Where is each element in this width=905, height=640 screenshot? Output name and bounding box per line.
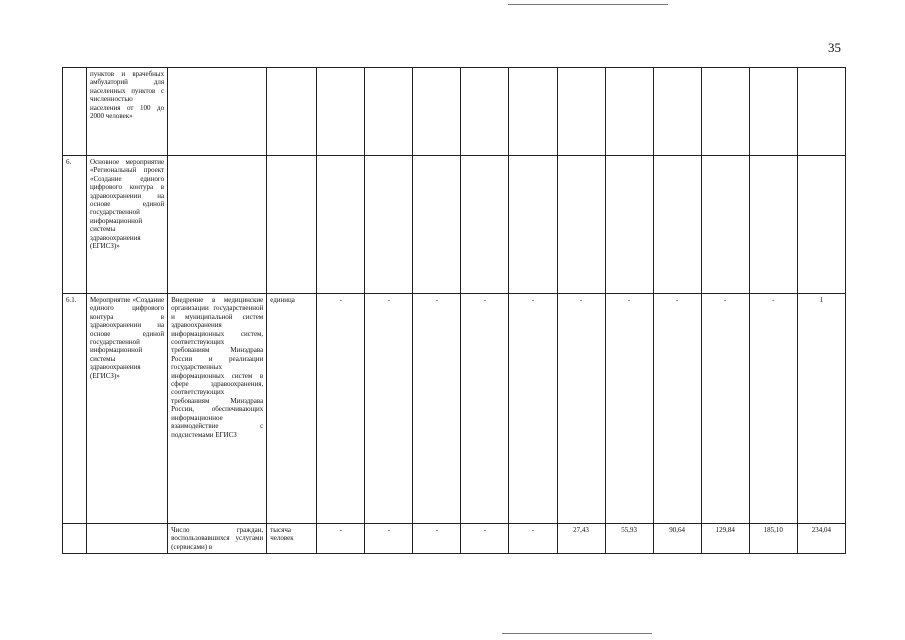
cell-value: -: [365, 524, 413, 554]
scan-artifact-top: [508, 4, 668, 5]
scan-artifact-bottom: [502, 633, 652, 634]
table-row: [63, 68, 846, 156]
cell-value: [461, 68, 509, 156]
cell-value: -: [413, 524, 461, 554]
cell-value: -: [461, 294, 509, 524]
cell-name: Основное мероприятие «Региональный проект «Создание единого цифрового контура в здравоохранении на основе единой государственной информационной системы здравоохранения (ЕГИСЗ)»: [87, 156, 168, 294]
cell-value: 27,43: [557, 524, 605, 554]
cell-value: -: [653, 294, 701, 524]
cell-value: -: [317, 524, 365, 554]
cell-value: -: [317, 294, 365, 524]
cell-unit: единица: [267, 294, 317, 524]
cell-value: [365, 68, 413, 156]
cell-value: [461, 156, 509, 294]
cell-unit: [267, 156, 317, 294]
cell-number: 6.: [63, 156, 87, 294]
cell-value: [749, 156, 797, 294]
cell-value: -: [365, 294, 413, 524]
cell-value: [749, 68, 797, 156]
cell-value: -: [413, 294, 461, 524]
cell-value: [797, 156, 845, 294]
cell-name: пунктов и врачебных амбулаторий для населенных пунктов с численностью населения от 100 до 2000 человек»: [87, 68, 168, 156]
cell-value: -: [701, 294, 749, 524]
cell-value: [557, 156, 605, 294]
cell-indicator: [168, 156, 267, 294]
cell-value: [365, 156, 413, 294]
cell-value: [653, 68, 701, 156]
cell-value: -: [749, 294, 797, 524]
cell-value: 234,04: [797, 524, 845, 554]
cell-value: [509, 156, 557, 294]
cell-value: [509, 68, 557, 156]
table-row: [63, 524, 846, 554]
cell-value: [557, 68, 605, 156]
cell-value: [413, 156, 461, 294]
cell-value: 1: [797, 294, 845, 524]
cell-number: [63, 524, 87, 554]
measures-table: [62, 67, 846, 554]
cell-name: Мероприятие «Создание единого цифрового контура в здравоохранении на основе единой государственной информационной системы здравоохранения (ЕГИСЗ)»: [87, 294, 168, 524]
cell-value: 55,93: [605, 524, 653, 554]
table-row: [63, 156, 846, 294]
cell-value: [317, 156, 365, 294]
cell-value: [653, 156, 701, 294]
page-number: 35: [828, 40, 841, 55]
cell-value: -: [605, 294, 653, 524]
cell-indicator: [168, 68, 267, 156]
cell-value: -: [557, 294, 605, 524]
cell-value: [413, 68, 461, 156]
table-row: [63, 294, 846, 524]
cell-value: 185,10: [749, 524, 797, 554]
cell-unit: [267, 68, 317, 156]
cell-indicator: Число граждан, воспользовавшихся услугами (сервисами) в: [168, 524, 267, 554]
cell-value: 90,64: [653, 524, 701, 554]
cell-value: [605, 156, 653, 294]
cell-value: [701, 156, 749, 294]
cell-number: [63, 68, 87, 156]
cell-name: [87, 524, 168, 554]
cell-number: 6.1.: [63, 294, 87, 524]
cell-value: [701, 68, 749, 156]
cell-value: 129,84: [701, 524, 749, 554]
cell-value: -: [509, 294, 557, 524]
cell-unit: тысяча человек: [267, 524, 317, 554]
cell-value: [317, 68, 365, 156]
cell-value: -: [509, 524, 557, 554]
cell-value: [605, 68, 653, 156]
cell-value: -: [461, 524, 509, 554]
cell-indicator: Внедрение в медицинские организации государственной и муниципальной систем здравоохранения информационных систем, соответствующих требованиям Минздрава России и реализации государственных информационных систем в сфере здравоохранения, соответствующих требованиям Минздрава России, обеспечивающих информационное взаимодействие с подсистемами ЕГИСЗ: [168, 294, 267, 524]
cell-value: [797, 68, 845, 156]
